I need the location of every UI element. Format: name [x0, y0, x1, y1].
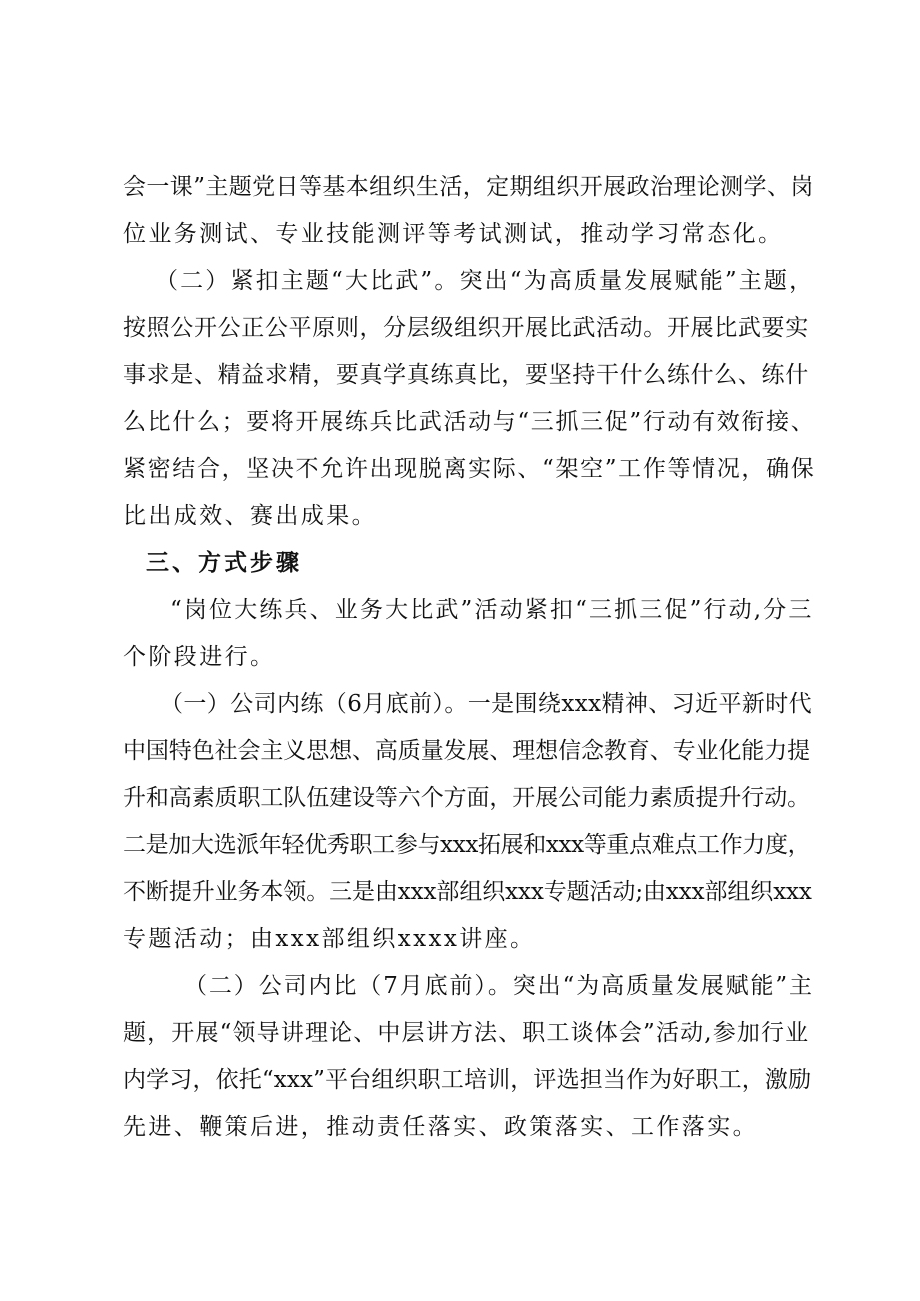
paragraph-line: 么比什么；要将开展练兵比武活动与“三抓三促”行动有效衔接、	[123, 409, 816, 435]
paragraph-line: 位业务测试、专业技能测评等考试测试，推动学习常态化。	[123, 221, 784, 247]
paragraph-line: 事求是、精益求精，要真学真练真比，要坚持干什么练什么、练什	[123, 362, 809, 388]
paragraph-line: 比出成效、赛出成果。	[123, 503, 377, 529]
paragraph-line: 二是加大选派年轻优秀职工参与xxx拓展和xxx等重点难点工作力度，	[123, 832, 811, 858]
paragraph-line: 紧密结合，坚决不允许出现脱离实际、“架空”工作等情况，确保	[123, 456, 816, 482]
section-heading: 三、方式步骤	[146, 550, 302, 576]
paragraph-line: 先进、鞭策后进，推动责任落实、政策落实、工作落实。	[123, 1114, 758, 1140]
paragraph-line: 个阶段进行。	[123, 644, 276, 670]
paragraph-line: 内学习，依托“xxx”平台组织职工培训，评选担当作为好职工，激励	[123, 1067, 812, 1093]
paragraph-line: （二）紧扣主题“大比武”。突出“为高质量发展赋能”主题，	[155, 268, 815, 294]
paragraph-line: 题，开展“领导讲理论、中层讲方法、职工谈体会”活动,参加行业	[123, 1020, 810, 1046]
paragraph-line: 会一课”主题党日等基本组织生活，定期组织开展政治理论测学、岗	[123, 174, 814, 200]
paragraph-line: 按照公开公正公平原则，分层级组织开展比武活动。开展比武要实	[123, 315, 809, 341]
paragraph-line: 专题活动；由xxx部组织xxxx讲座。	[123, 926, 536, 952]
paragraph-line: 升和高素质职工队伍建设等六个方面，开展公司能力素质提升行动。	[123, 785, 811, 811]
paragraph-line: 不断提升业务本领。三是由xxx部组织xxx专题活动;由xxx部组织xxx	[123, 879, 812, 905]
paragraph-line: “岗位大练兵、业务大比武”活动紧扣“三抓三促”行动,分三	[170, 597, 814, 623]
paragraph-line: （一）公司内练（6月底前）。一是围绕xxx精神、习近平新时代	[160, 691, 813, 717]
paragraph-line: （二）公司内比（7月底前）。突出“为高质量发展赋能”主	[184, 973, 814, 999]
paragraph-line: 中国特色社会主义思想、高质量发展、理想信念教育、专业化能力提	[123, 738, 811, 764]
